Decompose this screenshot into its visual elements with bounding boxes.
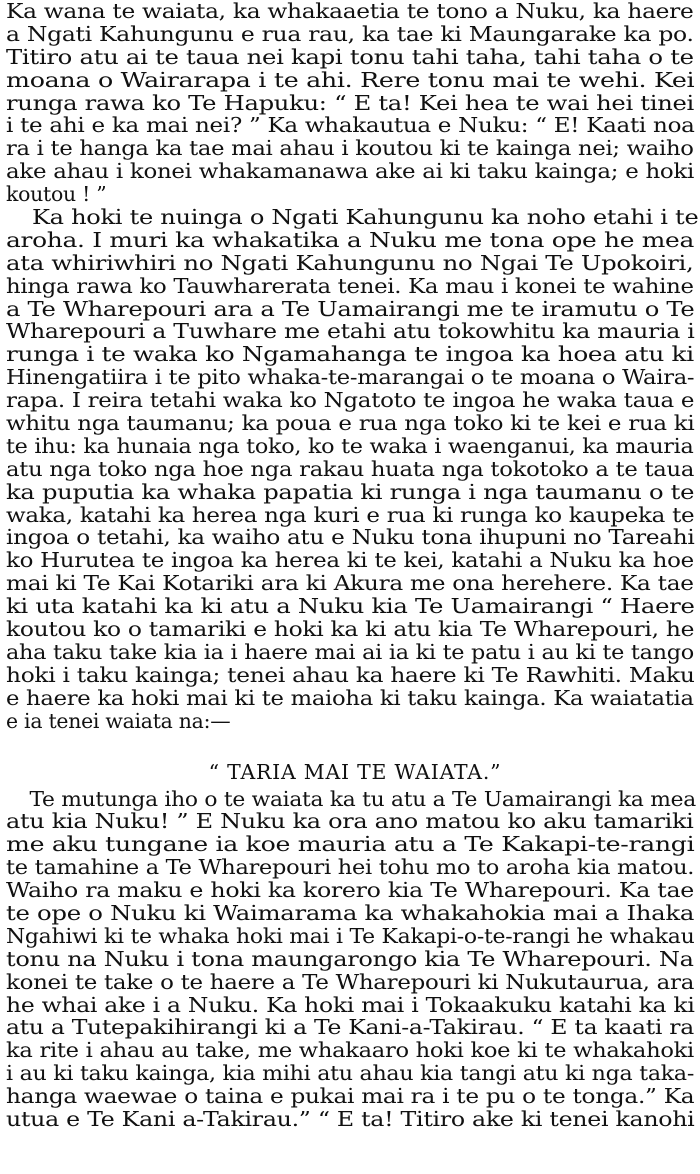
text-line: a Ngati Kahungunu e rua rau, ka tae ki Maungarake ka po. xyxy=(6,21,694,46)
text-line: ko Hurutea te ingoa ka herea ki te kei, katahi a Nuku ka hoe xyxy=(6,548,694,573)
text-line: aha taku take kia ia i haere mai ai ia ki te patu i au ki te tango xyxy=(6,639,694,664)
text-line: ra i te hanga ka tae mai ahau i koutou ki te kainga nei; waiho xyxy=(6,136,694,161)
text-line: waka, katahi ka herea nga kuri e rua ki runga ko kaupeka te xyxy=(6,502,695,527)
text-line: Titiro atu ai te taua nei kapi tonu tahi taha, tahi taha o te xyxy=(6,44,694,69)
text-line: moana o Wairarapa i te ahi. Rere tonu mai te wehi. Kei xyxy=(6,67,695,92)
text-line: atu kia Nuku! ” E Nuku ka ora ano matou ko aku tamariki xyxy=(6,809,694,834)
text-line: aroha. I muri ka whakatika a Nuku me tona ope he mea xyxy=(6,227,695,252)
text-line: Hinengatiira i te pito whaka-te-marangai o te moana o Waira- xyxy=(6,365,695,390)
text-line: e haere ka hoki mai ki te maioha ki taku kainga. Ka waiatatia xyxy=(6,685,694,710)
text-line: hanga waewae o taina e pukai mai ra i te pu o te tonga.” Ka xyxy=(6,1084,695,1109)
section-heading: “ TARIA MAI TE WAIATA.” xyxy=(208,759,502,784)
text-line: te ihu: ka hunaia nga toko, ko te waka i waenganui, ka mauria xyxy=(6,433,694,458)
text-line: Waiho ra maku e hoki ka korero kia Te Wharepouri. Ka tae xyxy=(6,878,694,903)
text-line: runga i te waka ko Ngamahanga te ingoa ka hoea atu ki xyxy=(6,342,694,367)
text-line: atu nga toko nga hoe nga rakau huata nga tokotoko a te taua xyxy=(6,456,695,481)
text-line: konei te take o te haere a Te Wharepouri ki Nukutaurua, ara xyxy=(6,969,695,994)
text-line: ingoa o tetahi, ka waiho atu e Nuku tona ihupuni no Tareahi xyxy=(6,525,695,550)
text-line: utua e Te Kani a-Takirau.” “ E ta! Titiro ake ki tenei kanohi xyxy=(6,1106,695,1131)
text-line: te ope o Nuku ki Waimarama ka whakahokia mai a Ihaka xyxy=(6,900,695,925)
paragraph-2 xyxy=(6,205,699,733)
text-line: Ka wana te waiata, ka whakaaetia te tono a Nuku, ka haere xyxy=(6,0,694,23)
text-line: hoki i taku kainga; tenei ahau ka haere ki Te Rawhiti. Maku xyxy=(6,662,695,687)
text-line: koutou ko o tamariki e hoki ka ki atu kia Te Wharepouri, he xyxy=(6,617,695,642)
text-line: koutou ! ” xyxy=(6,182,107,207)
text-line: tonu na Nuku i tona maungarongo kia Te Wharepouri. Na xyxy=(6,946,694,971)
text-line: Te mutunga iho o te waiata ka tu atu a Te Uamairangi ka mea xyxy=(29,786,696,811)
text-line: ake ahau i konei whakamanawa ake ai ki taku kainga; e hoki xyxy=(6,159,695,184)
text-line: Ngahiwi ki te whaka hoki mai i Te Kakapi-o-te-rangi he whakau xyxy=(6,923,695,948)
text-line: rapa. I reira tetahi waka ko Ngatoto te ingoa he waka taua e xyxy=(6,388,695,413)
text-line: i au ki taku kainga, kia mihi atu ahau kia tangi atu ki nga taka- xyxy=(6,1061,695,1086)
text-line: he whai ake i a Nuku. Ka hoki mai i Tokaakuku katahi ka ki xyxy=(6,992,695,1017)
text-line: hinga rawa ko Tauwharerata tenei. Ka mau i konei te wahine xyxy=(6,273,694,298)
paragraph-3 xyxy=(6,788,694,1131)
text-line: runga rawa ko Te Hapuku: “ E ta! Kei hea te wai hei tinei xyxy=(6,90,695,115)
text-line: i te ahi e ka mai nei? ” Ka whakautua e Nuku: “ E! Kaati noa xyxy=(6,113,695,138)
text-line: ka rite i ahau au take, me whakaaro hoki koe ki te whakahoki xyxy=(6,1038,694,1063)
text-body xyxy=(6,0,699,1131)
text-line: whitu nga taumanu; ka poua e rua nga toko ki te kei e rua ki xyxy=(6,411,695,436)
text-line: ki uta katahi ka ki atu a Nuku kia Te Uamairangi “ Haere xyxy=(6,594,695,619)
text-line: ka puputia ka whaka papatia ki runga i nga taumanu o te xyxy=(6,479,695,504)
text-line: a Te Wharepouri ara a Te Uamairangi me te iramutu o Te xyxy=(6,296,695,321)
text-line: e ia tenei waiata na:— xyxy=(6,708,231,733)
section-gap xyxy=(6,733,694,756)
paragraph-1 xyxy=(6,0,694,206)
text-line: atu a Tutepakihirangi ki a Te Kani-a-Takirau. “ E ta kaati ra xyxy=(6,1015,694,1040)
text-line: Wharepouri a Tuwhare me etahi atu tokowhitu ka mauria i xyxy=(6,319,695,344)
text-line: Ka hoki te nuinga o Ngati Kahungunu ka noho etahi i te xyxy=(31,205,699,230)
text-line: te tamahine a Te Wharepouri hei tohu mo to aroha kia matou. xyxy=(6,855,695,880)
text-line: mai ki Te Kai Kotariki ara ki Akura me ona herehere. Ka tae xyxy=(6,571,694,596)
text-line: ata whiriwhiri no Ngati Kahungunu no Ngai Te Upokoiri, xyxy=(6,250,694,275)
text-line: me aku tungane ia koe mauria atu a Te Kakapi-te-rangi xyxy=(6,832,695,857)
